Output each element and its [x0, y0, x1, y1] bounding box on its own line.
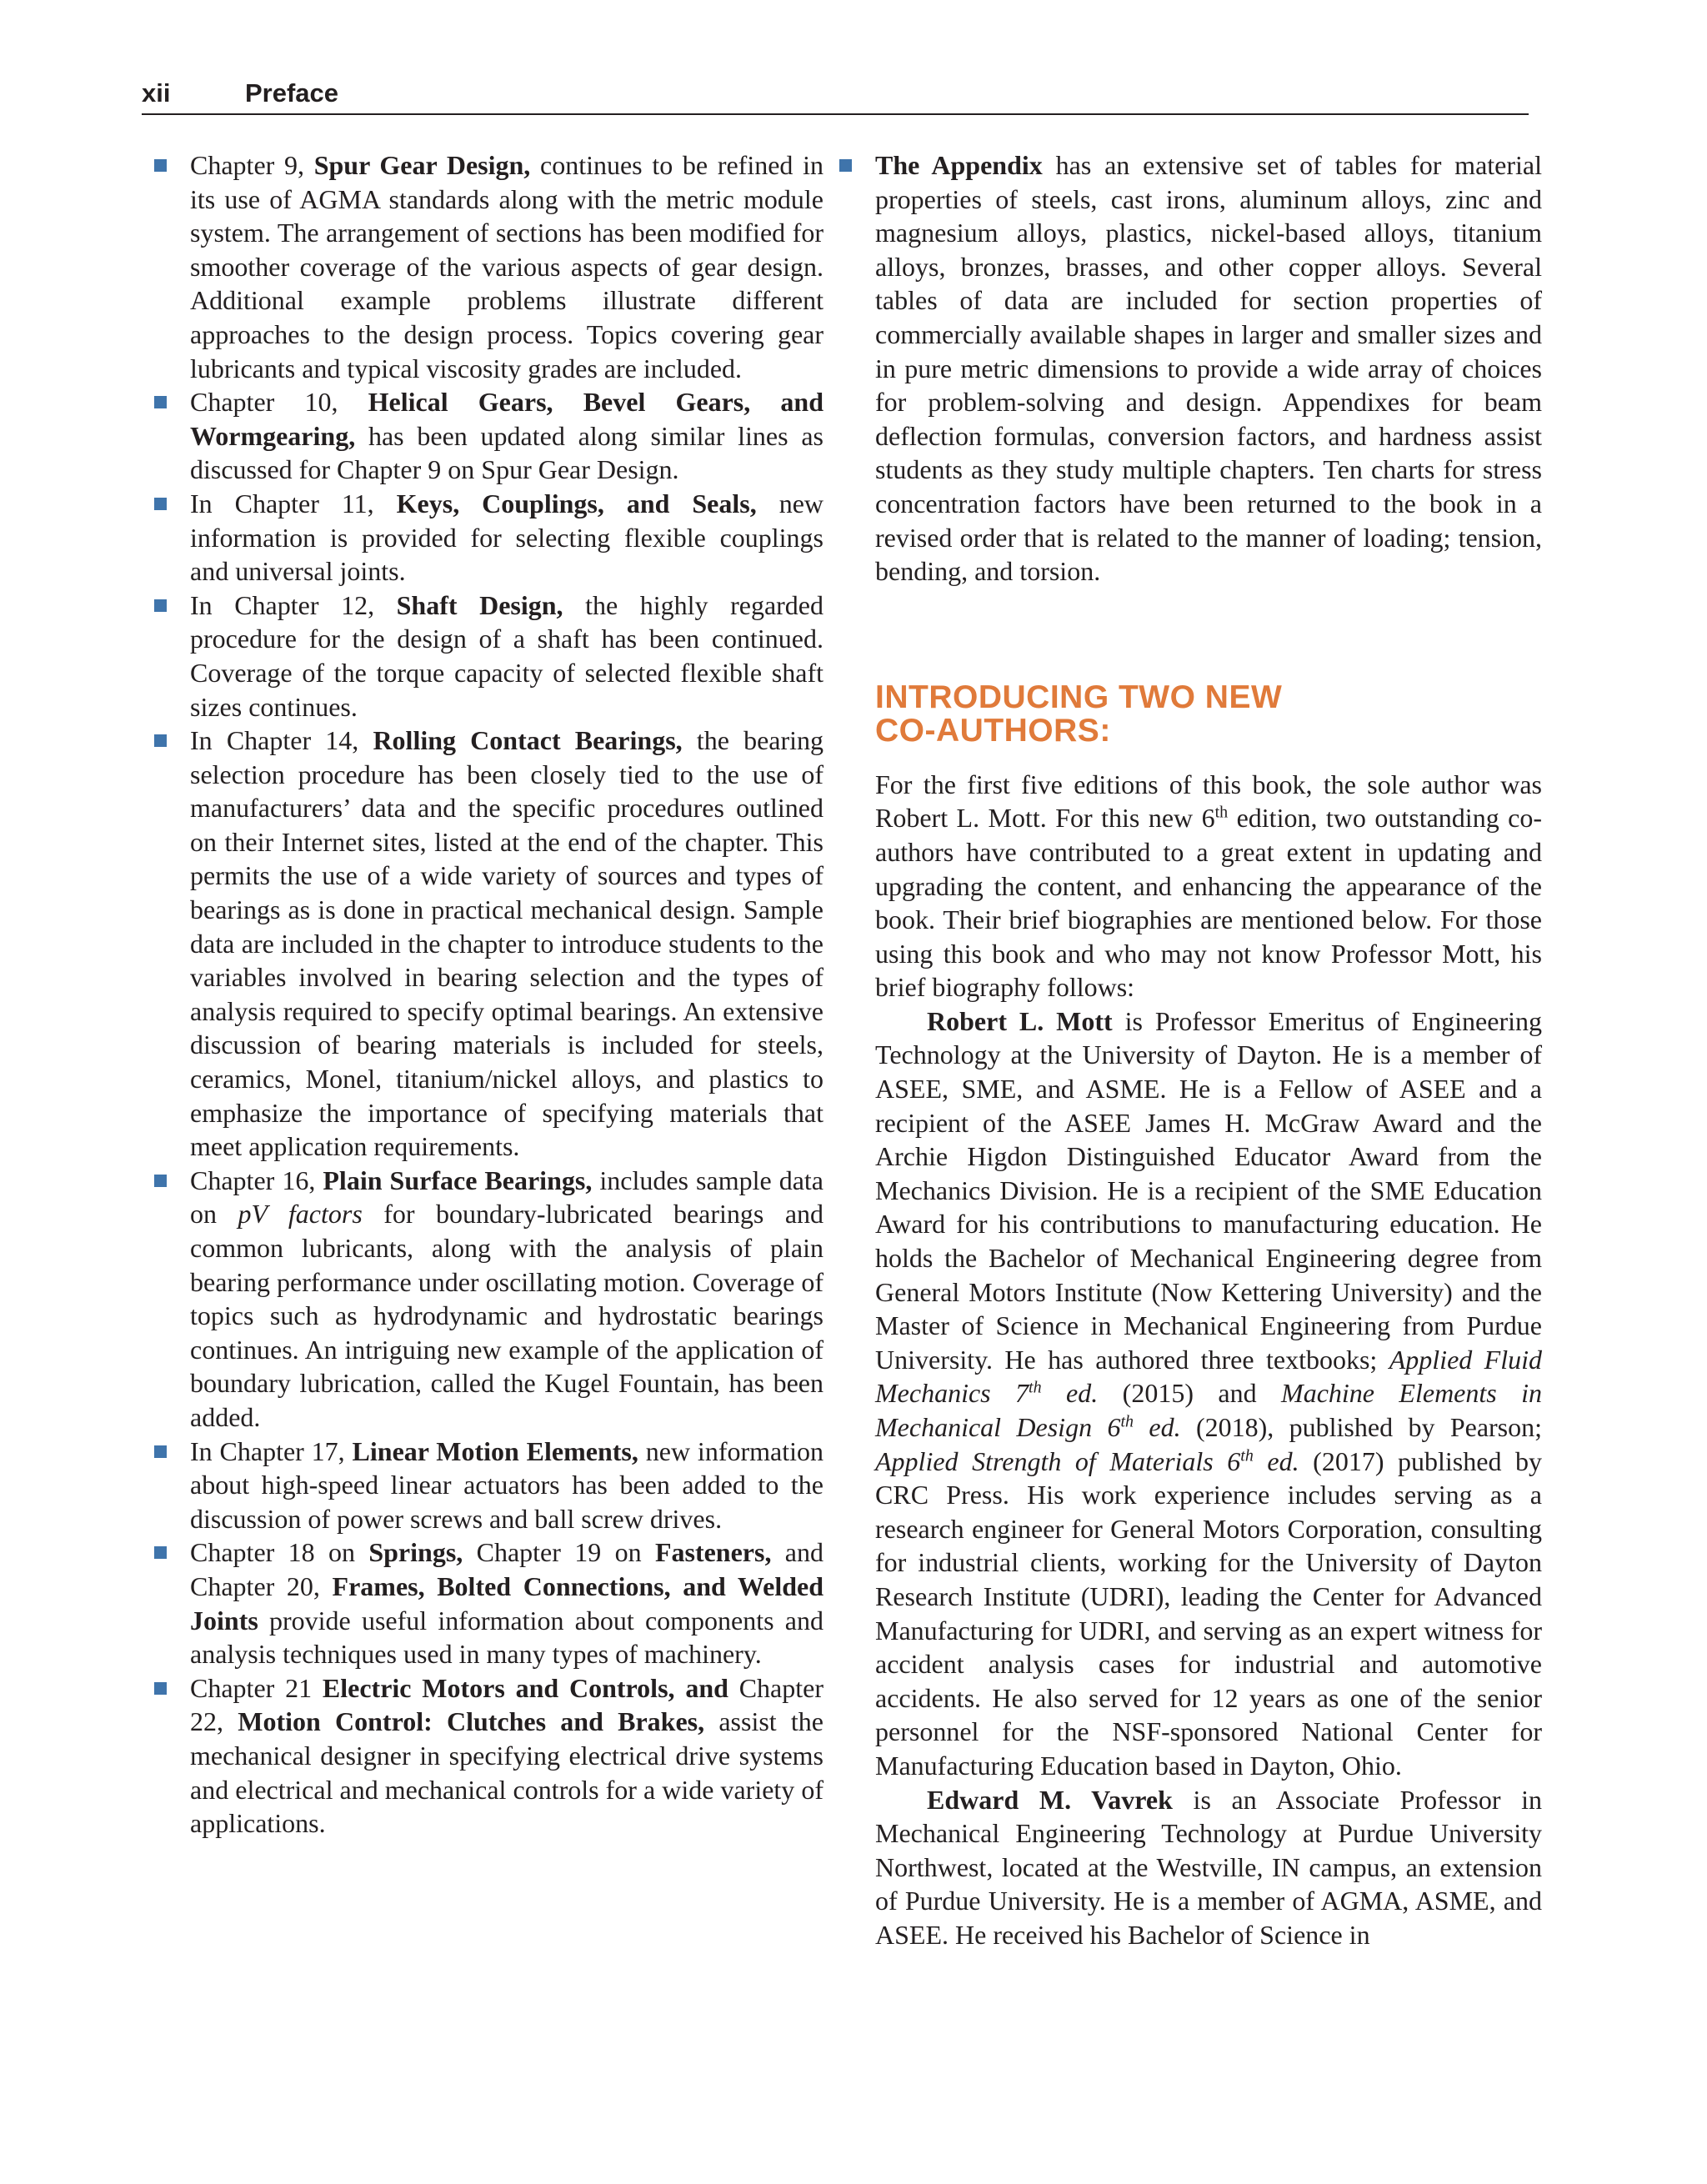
bio-paragraph [875, 1783, 1542, 1952]
text-run: Chapter 19 on [463, 1537, 655, 1568]
text-run: For the first five editions of this book, the sole author was Robert L. Mott. For this new 6 [875, 769, 1542, 834]
text-run: Chapter 21 [190, 1672, 323, 1703]
section-heading-line-1: INTRODUCING TWO NEW [875, 679, 1283, 715]
italic-text: Machine Elements in Mechanical Design 6 [875, 1378, 1543, 1442]
italic-text: pV factors [238, 1199, 363, 1230]
text-run: is an Associate Professor in Mechanical Engineering Technology at Purdue University Northwest, located at the Westville, IN campus, an extension of Purdue University. He is a member of AGMA, ASME, and ASEE. He received his Bachelor of Science in [875, 1784, 1542, 1950]
text-run: for boundary-lubricated bearings and common lubricants, along with the analysis of plain bearing performance under oscillating motion. Coverage of topics such as hydrodynamic and hydrostatic bearings continues. An intriguing new example of the application of boundary lubrication, called the Kugel Fountain, has been added. [190, 1199, 824, 1432]
appendix-list [875, 148, 1542, 589]
intro-paragraph [875, 768, 1542, 1004]
text-run: In Chapter 11, [190, 488, 397, 518]
running-title: Preface [245, 78, 339, 108]
section-heading [875, 681, 1542, 748]
text-run: the bearing selection procedure has been closely tied to the use of manufacturers’ data and the specific procedures outlined on their Internet sites, listed at the end of the chapter. This permits the use of a wide variety of sources and types of bearings as is done in practical mechanical design. Sample data are included in the chapter to introduce students to the variables involved in bearing selection and the types of analysis required to specify optimal bearings. An extensive discussion of bearing materials is included for steels, ceramics, Monel, titanium/nickel alloys, and plastics to emphasize the importance of specifying materials that meet application requirements. [190, 725, 824, 1162]
bold-text: Motion Control: Clutches and Brakes, [238, 1706, 705, 1737]
bold-text: Keys, Couplings, and Seals, [396, 488, 757, 518]
text-run: provide useful information about components and analysis techniques used in many types of machinery. [190, 1605, 823, 1670]
bullet-item [190, 385, 823, 487]
superscript: th [1214, 803, 1229, 822]
text-run: In Chapter 14, [190, 725, 373, 756]
text-run: Chapter 18 on [190, 1537, 369, 1568]
page-number: xii [142, 78, 171, 108]
text-run: is Professor Emeritus of Engineering Technology at the University of Dayton. He is a member of ASEE, SME, and ASME. He is a Fellow of ASEE and a recipient of the ASEE James H. McGraw Award and the Archie Higdon Distinguished Educator Award from the Mechanics Division. He is a recipient of the SME Education Award for his contributions to manufacturing education. He holds the Bachelor of Mechanical Engineering degree from General Motors Institute (Now Kettering University) and the Master of Science in Mechanical Engineering from Purdue University. He has authored three textbooks; [875, 1005, 1543, 1375]
bold-text: Edward M. Vavrek [927, 1784, 1173, 1815]
bold-text: Fasteners, [654, 1537, 772, 1568]
text-run: edition, two outstanding co-authors have contributed to a great extent in updating and upgrading the content, and enhancing the appearance of the book. Their brief biographies are mentioned below. For those using this book and who may not know Professor Mott, his brief biography follows: [875, 803, 1543, 1003]
bullet-item [875, 148, 1542, 589]
bold-text: Frames, Bolted Connections, and Welded Joints [190, 1570, 823, 1635]
bullet-item [190, 1671, 823, 1841]
bio-paragraph [875, 1004, 1542, 1783]
italic-text: ed. [1253, 1445, 1299, 1476]
text-run: continues to be refined in its use of AGMA standards along with the metric module system. The arrangement of sections has been modified for smoother coverage of the various aspects of gear design. Additional example problems illustrate different approaches to the design process. Topics covering gear lubricants and typical viscosity grades are included. [190, 150, 824, 383]
text-run: In Chapter 12, [190, 589, 397, 620]
section-body [875, 768, 1542, 1952]
bullet-item [190, 724, 823, 1164]
text-run: Chapter 9, [190, 150, 314, 180]
bullet-item [190, 589, 823, 724]
bold-text: Springs, [368, 1537, 463, 1568]
bold-text: Robert L. Mott [927, 1005, 1113, 1036]
italic-text: ed. [1041, 1378, 1099, 1409]
text-run: includes sample data on [190, 1165, 824, 1230]
bold-text: Rolling Contact Bearings, [373, 725, 683, 756]
bullet-item [190, 148, 823, 385]
section-heading-line-2: CO-AUTHORS: [875, 712, 1111, 749]
text-run: Chapter 10, [190, 387, 368, 418]
text-run: In Chapter 17, [190, 1435, 353, 1466]
bold-text: Spur Gear Design, [313, 150, 531, 180]
superscript: th [1120, 1412, 1134, 1431]
text-run: has an extensive set of tables for material properties of steels, cast irons, aluminum alloys, zinc and magnesium alloys, plastics, nickel-based alloys, titanium alloys, bronzes, brasses, and other copper alloys. Several tables of data are included for section properties of commercially available shapes in larger and smaller sizes and in pure metric dimensions to provide a wide array of choices for problem-solving and design. Appendixes for beam deflection formulas, conversion factors, and hardness assist students as they study multiple chapters. Ten charts for stress concentration factors have been returned to the book in a revised order that is related to the manner of loading; tension, bending, and torsion. [875, 150, 1543, 587]
bold-text: Linear Motion Elements, [352, 1435, 638, 1466]
text-run: new information about high-speed linear actuators has been added to the discussion of power screws and ball screw drives. [190, 1435, 824, 1534]
text-run: assist the mechanical designer in specifying electrical drive systems and electrical and mechanical controls for a wide variety of applications. [190, 1706, 824, 1839]
left-column [190, 148, 823, 1841]
bullet-item [190, 1164, 823, 1435]
bold-text: Electric Motors and Controls, and [322, 1672, 728, 1703]
text-run: Chapter 16, [190, 1165, 323, 1195]
italic-text: Applied Strength of Materials 6 [875, 1445, 1241, 1476]
text-run: (2015) and [1098, 1378, 1282, 1409]
superscript: th [1029, 1378, 1042, 1397]
chapter-updates-list [190, 148, 823, 1841]
italic-text: Applied Fluid Mechanics 7 [875, 1344, 1543, 1409]
bullet-item [190, 1535, 823, 1671]
bold-text: Helical Gears, Bevel Gears, and Wormgearing, [190, 387, 824, 451]
running-header [142, 77, 1529, 115]
superscript: th [1240, 1445, 1254, 1465]
bold-text: Plain Surface Bearings, [323, 1165, 593, 1195]
right-column [875, 148, 1542, 1952]
text-run: has been updated along similar lines as discussed for Chapter 9 on Spur Gear Design. [190, 420, 823, 485]
bold-text: The Appendix [875, 150, 1043, 180]
text-run: the highly regarded procedure for the design of a shaft has been continued. Coverage of the torque capacity of selected flexible shaft sizes continues. [190, 589, 824, 722]
bullet-item [190, 487, 823, 589]
italic-text: ed. [1134, 1412, 1181, 1442]
bullet-item [190, 1435, 823, 1536]
text-run: new information is provided for selecting flexible couplings and universal joints. [190, 488, 824, 587]
bold-text: Shaft Design, [396, 589, 563, 620]
text-run: and Chapter 20, [190, 1537, 823, 1601]
text-run: Chapter 22, [190, 1672, 823, 1737]
text-run: (2018), published by Pearson; [1180, 1412, 1543, 1442]
text-run: (2017) published by CRC Press. His work experience includes serving as a research engineer for General Motors Corporation, consulting for industrial clients, working for the University of Dayton Research Institute (UDRI), leading the Center for Advanced Manufacturing for UDRI, and serving as an expert witness for accident analysis cases for industrial and automotive accidents. He also served for 12 years as one of the senior personnel for the NSF-sponsored National Center for Manufacturing Education based in Dayton, Ohio. [875, 1445, 1542, 1781]
